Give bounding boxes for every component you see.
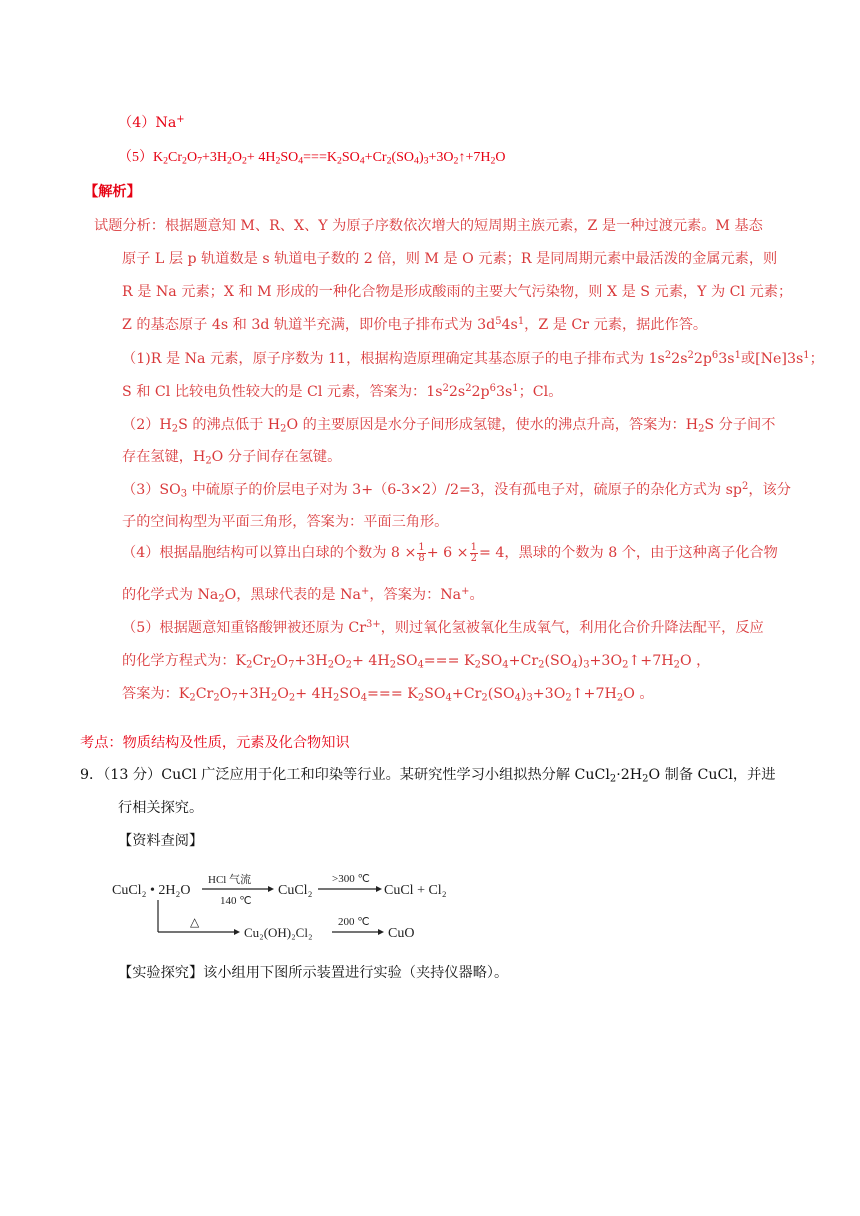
fraction-expression: 8 × $\frac{1}{8}$ + 6 × $\frac{1}{2}$ = 4 (390, 541, 505, 564)
question-9-line-2: 行相关探究。 (118, 800, 204, 816)
analysis-line-4: Z 的基态原子 4s 和 3d 轨道半充满，即价电子排布式为 $3d^54s^1$，Z 是 Cr 元素，据此作答。 (122, 316, 708, 333)
analysis-part-1-line-2: S 和 Cl 比较电负性较大的是 Cl 元素，答案为：$1s^22s^22p^63s^1$；Cl。 (122, 383, 563, 400)
arrow3-top-label: 200 ℃ (338, 916, 370, 928)
question-9-line-1: 9．（13 分）CuCl 广泛应用于化工和印染等行业。某研究性学习小组拟热分解 $CuCl_2\cdot 2H_2O$ 制备 CuCl，并进 (80, 767, 776, 785)
analysis-part-2-line-1: $(2)H_2S$ 的沸点低于 $H_2O$ 的主要原因是水分子间形成氢键，使水的沸点升高，答案为：$H_2S$ 分子间不 (122, 417, 776, 435)
scheme-end-1: CuCl + Cl₂ (384, 883, 447, 898)
scheme-mid: CuCl₂ (278, 883, 313, 898)
shiyan-line: 【实验探究】该小组用下图所示装置进行实验（夹持仪器略）。 (118, 965, 509, 981)
analysis-line-2: 原子 L 层 p 轨道数是 s 轨道电子数的 2 倍，则 M 是 O 元素；R 是同周期元素中最活泼的金属元素，则 (122, 251, 778, 267)
analysis-part-3-line-1: $(3)SO_3$ 中硫原子的价层电子对为 3+（6-3×2）/2=3，没有孤电子对，硫原子的杂化方式为 $sp^2$，该分 (122, 481, 791, 500)
analysis-heading: 【解析】 (84, 184, 141, 200)
arrow1-bottom-label: 140 ℃ (220, 895, 252, 907)
answer-4: （4）Na+ (118, 114, 185, 131)
branch-heat-label: △ (190, 915, 200, 929)
analysis-part-5-line-2: 的化学方程式为：$K_2Cr_2O_7+3H_2O_2+ 4H_2SO_4===$ $K_2SO_4+Cr_2(SO_4)_3+3O_2↑+7H_2O$ ， (122, 653, 711, 671)
analysis-line-1: 试题分析：根据题意知 M、R、X、Y 为原子序数依次增大的短周期主族元素，Z 是一种过渡元素。M 基态 (94, 218, 763, 234)
analysis-part-5-line-1: （5）根据题意知重铬酸钾被还原为 $Cr^{3+}$，则过氧化氢被氧化生成氧气，利用化合价升降法配平，反应 (122, 619, 764, 636)
analysis-part-2-line-2: 存在氢键，$H_2O$ 分子间存在氢键。 (122, 449, 342, 467)
answer-5-equation: $(5)K_2Cr_2O_7+3H_2O_2+$ $4H_2SO_4===K_2SO_4+Cr_2(SO_4)_3+3O_2↑+7H_2O$ (118, 150, 506, 167)
analysis-part-4-line-1: （4）根据晶胞结构可以算出白球的个数为 8 × $\frac{1}{8}$ + 6 × $\frac{1}{2}$ = 4，黑球的个数为 8 个，由于这种离子化合物 (122, 541, 778, 564)
arrow2-top-label: >300 ℃ (332, 873, 370, 885)
analysis-part-4-line-2: 的化学式为 $Na_2O$，黑球代表的是 Na+，答案为：Na+。 (122, 586, 484, 605)
analysis-line-3: R 是 Na 元素；X 和 M 形成的一种化合物是形成酸雨的主要大气污染物，则 X 是 S 元素，Y 为 Cl 元素； (122, 284, 793, 300)
arrow1-top-label: HCl 气流 (208, 874, 252, 886)
ziliao-heading: 【资料查阅】 (118, 833, 204, 849)
reaction-scheme (110, 862, 490, 942)
analysis-part-1-line-1: （1)R 是 Na 元素，原子序数为 11，根据构造原理确定其基态原子的电子排布式为 $1s^22s^22p^63s^1$或$[Ne]3s^1$； (122, 350, 824, 367)
scheme-mid-2: Cu₂(OH)₂Cl₂ (244, 925, 313, 940)
analysis-part-3-line-2: 子的空间构型为平面三角形，答案为：平面三角形。 (122, 514, 449, 530)
kaodian-note: 考点：物质结构及性质，元素及化合物知识 (80, 735, 350, 751)
scheme-start: CuCl₂ • 2H₂O (112, 883, 191, 898)
analysis-part-5-line-3: 答案为：$K_2Cr_2O_7+3H_2O_2+ 4H_2SO_4===$ $K_2SO_4+Cr_2(SO_4)_3+3O_2↑+7H_2O$ 。 (122, 686, 654, 704)
scheme-end-2: CuO (388, 926, 415, 941)
